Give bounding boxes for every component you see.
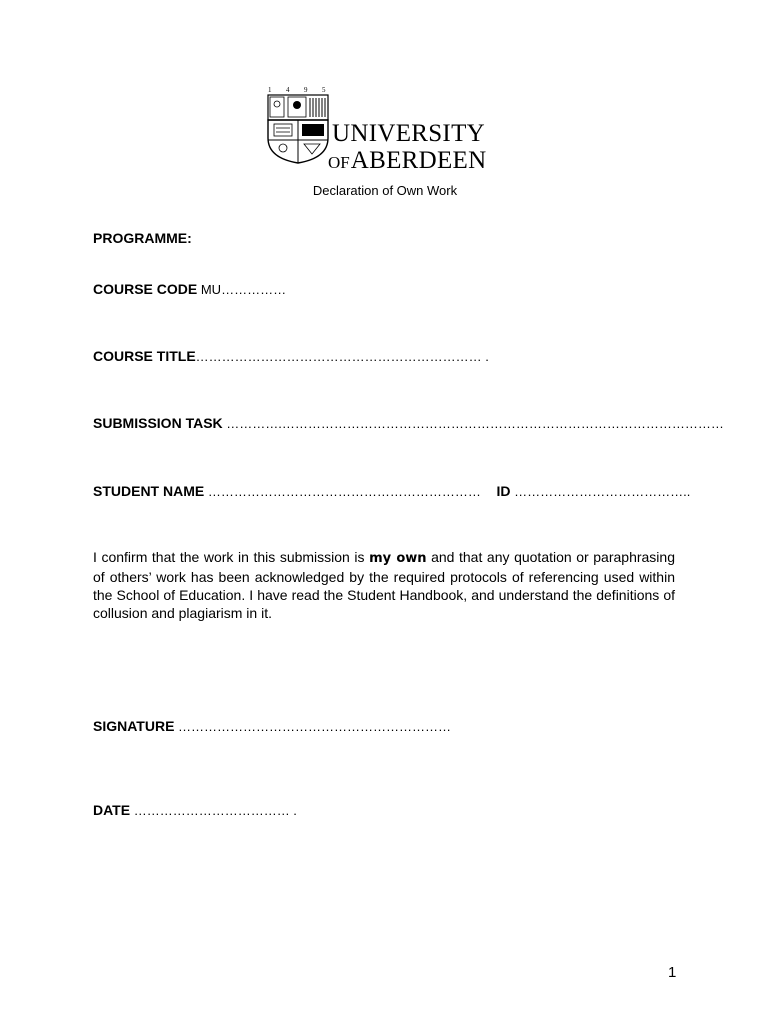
wordmark-aberdeen: ABERDEEN <box>350 147 487 174</box>
year-digit: 4 <box>286 86 290 94</box>
course-code-label: COURSE CODE <box>93 281 198 297</box>
date-field <box>93 802 297 818</box>
signature-field <box>93 718 451 734</box>
student-name-value: ……………………………………………………… <box>204 484 485 499</box>
wordmark-of: OF <box>328 153 350 172</box>
signature-value: ……………………………………………………… <box>174 719 452 734</box>
declaration-paragraph <box>93 548 675 622</box>
submission-task-label: SUBMISSION TASK <box>93 415 223 431</box>
declaration-emphasis: my own <box>369 551 427 566</box>
course-code-value: MU…………… <box>197 282 287 297</box>
course-title-field <box>93 348 489 364</box>
document-subtitle: Declaration of Own Work <box>312 183 458 198</box>
date-value: ……………………………… . <box>130 803 297 818</box>
course-title-label: COURSE TITLE <box>93 348 196 364</box>
student-name-label: STUDENT NAME <box>93 483 205 499</box>
year-digit: 1 <box>268 86 272 94</box>
wordmark-of-aberdeen <box>328 147 486 175</box>
id-label: ID <box>496 483 511 499</box>
date-label: DATE <box>93 802 131 818</box>
programme-field <box>93 230 192 246</box>
submission-task-field <box>93 415 724 431</box>
id-value: ………………………………….. <box>510 484 691 499</box>
year-digit: 5 <box>322 86 326 94</box>
page-number: 1 <box>668 964 677 981</box>
declaration-text-start: I confirm that the work in this submission is <box>93 549 370 565</box>
student-name-field <box>93 483 690 499</box>
declaration-text-end: and that any quotation or paraphrasing of others’ work has been acknowledged by the required protocols of referencing used within the School of Education. I have read the Student Handbook, and understand the definitions of collusion and plagiarism in it. <box>93 549 675 621</box>
course-title-value: ………………………………………………………… . <box>195 349 489 364</box>
signature-label: SIGNATURE <box>93 718 175 734</box>
submission-task-value: ………….………………………………………………………………………………………… <box>222 416 724 431</box>
course-code-field <box>93 281 286 297</box>
programme-label: PROGRAMME: <box>93 230 192 246</box>
wordmark-university: UNIVERSITY <box>332 120 485 147</box>
university-logo <box>266 84 506 174</box>
year-digit: 9 <box>304 86 308 94</box>
coat-of-arms-icon <box>266 84 332 164</box>
